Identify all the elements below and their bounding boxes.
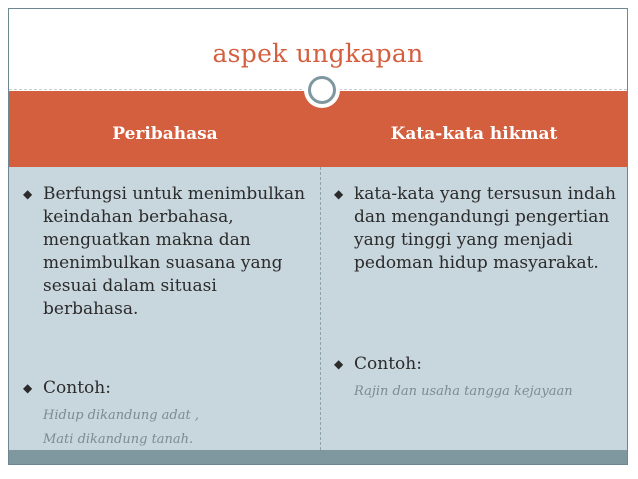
bullet-icon: ◆ (334, 357, 344, 371)
bottom-bar (9, 450, 627, 464)
header-kata-kata-hikmat: Kata-kata hikmat (390, 124, 558, 144)
bullet-icon: ◆ (334, 187, 344, 201)
table-body-row (9, 167, 627, 450)
bullet-icon: ◆ (23, 381, 33, 395)
ring-icon (308, 76, 336, 104)
example-line: Rajin dan usaha tangga kejayaan (354, 384, 573, 399)
definition-item (23, 183, 313, 321)
definition-item (334, 183, 622, 275)
example-label: Contoh: (354, 354, 422, 374)
definition-text: Berfungsi untuk menimbulkan keindahan berbahasa, menguatkan makna dan menimbulkan suasana yang sesuai dalam situasi berbahasa. (43, 184, 306, 319)
header-peribahasa: Peribahasa (112, 124, 218, 144)
definition-text: kata-kata yang tersusun indah dan mengandungi pengertian yang tinggi yang menjadi pedoman hidup masyarakat. (354, 184, 616, 273)
slide-frame (8, 8, 628, 465)
circle-ornament-icon (304, 72, 340, 108)
bullet-icon: ◆ (23, 187, 33, 201)
example-item (334, 353, 622, 376)
slide-title: aspek ungkapan (212, 39, 424, 68)
example-line: Mati dikandung tanah. (43, 432, 194, 447)
example-line: Hidup dikandung adat , (43, 408, 199, 423)
example-item (23, 377, 313, 400)
example-label: Contoh: (43, 378, 111, 398)
